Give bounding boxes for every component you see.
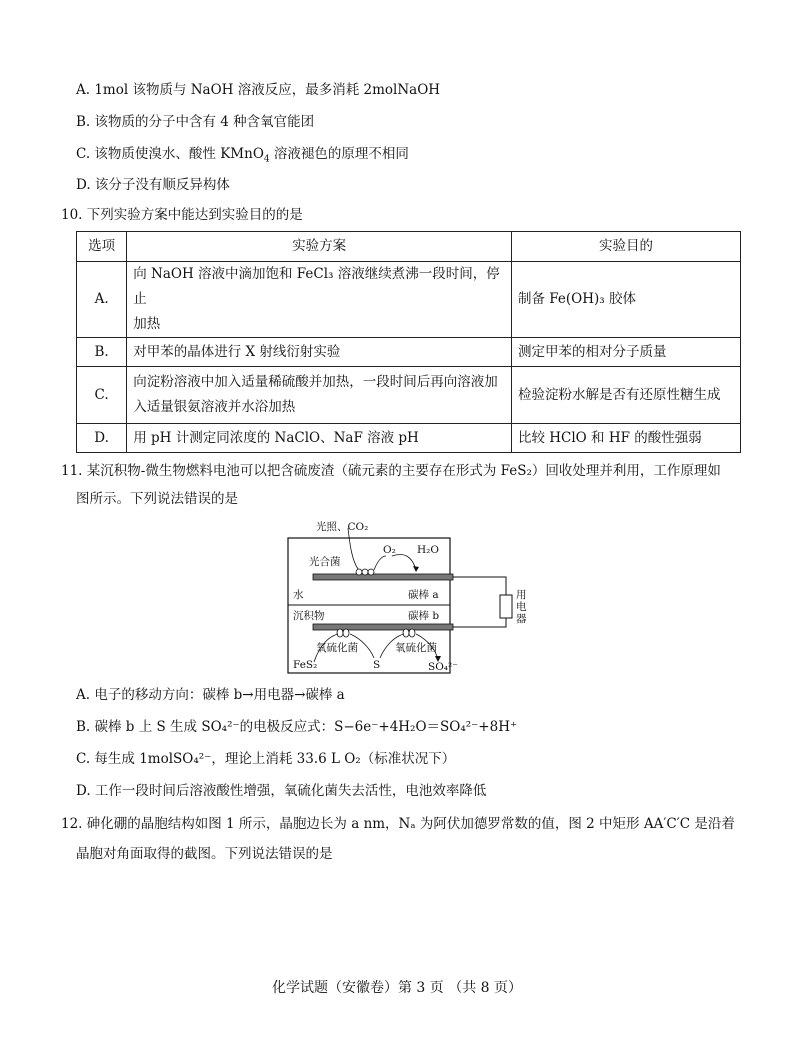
row-option: A. — [77, 262, 127, 338]
wire-bottom — [453, 618, 506, 627]
bacteria-dot — [356, 569, 362, 575]
arrow-to-h2o — [392, 555, 416, 570]
header-option: 选项 — [77, 232, 127, 262]
q11-option-b: B. 碳棒 b 上 S 生成 SO₄²⁻的电极反应式：S−6e⁻+4H₂O＝SO₄²⁻+8H⁺ — [76, 719, 518, 735]
o2-label: O₂ — [383, 544, 396, 556]
bacteria-coil — [403, 629, 409, 637]
water-label: 水 — [293, 589, 304, 601]
row-goal: 比较 HClO 和 HF 的酸性强弱 — [511, 424, 740, 453]
header-goal: 实验目的 — [511, 232, 740, 262]
table-row — [77, 424, 741, 453]
bacteria-coil — [337, 629, 343, 637]
q9-option-a: A. 1mol 该物质与 NaOH 溶液反应，最多消耗 2molNaOH — [76, 82, 441, 98]
wire-top — [453, 577, 506, 595]
row-plan: 对甲苯的晶体进行 X 射线衍射实验 — [127, 338, 512, 367]
row-goal: 制备 Fe(OH)₃ 胶体 — [511, 262, 740, 338]
carbon-rod-a — [313, 574, 453, 580]
q11-option-a: A. 电子的移动方向：碳棒 b→用电器→碳棒 a — [76, 687, 345, 703]
appliance-label-3: 器 — [516, 613, 527, 625]
fuel-cell-diagram — [276, 516, 536, 676]
sox-bacteria-label-1: 氧硫化菌 — [316, 642, 358, 654]
q11-option-d: D. 工作一段时间后溶液酸性增强，氧硫化菌失去活性，电池效率降低 — [76, 783, 487, 799]
rod-a-label: 碳棒 a — [408, 589, 439, 601]
appliance-label-1: 用 — [516, 589, 527, 601]
h2o-label: H₂O — [417, 544, 439, 556]
appliance-label-2: 电 — [516, 601, 527, 613]
row-plan: 向 NaOH 溶液中滴加饱和 FeCl₃ 溶液继续煮沸一段时间，停止 加热 — [127, 262, 512, 338]
arrow-o2-out — [374, 556, 386, 570]
table-row — [77, 367, 741, 424]
row-option: B. — [77, 338, 127, 367]
bacteria-dot — [362, 569, 368, 575]
bacteria-coil — [343, 629, 349, 637]
sediment-label: 沉积物 — [293, 610, 325, 622]
row-option: D. — [77, 424, 127, 453]
table-header-row — [77, 232, 741, 262]
row-plan: 向淀粉溶液中加入适量稀硫酸并加热，一段时间后再向溶液加 入适量银氨溶液并水浴加热 — [127, 367, 512, 424]
row-goal: 检验淀粉水解是否有还原性糖生成 — [511, 367, 740, 424]
q11-stem-line2: 图所示。下列说法错误的是 — [76, 491, 238, 507]
row-goal: 测定甲苯的相对分子质量 — [511, 338, 740, 367]
so4-label: SO₄²⁻ — [428, 661, 458, 673]
q10-stem: 10. 下列实验方案中能达到实验目的的是 — [61, 207, 303, 223]
photosynthetic-bacteria-label: 光合菌 — [309, 556, 341, 568]
table-row — [77, 262, 741, 338]
q12-stem-line1: 12. 砷化硼的晶胞结构如图 1 所示，晶胞边长为 a nm，Nₐ 为阿伏加德罗常数的值，图 2 中矩形 AA′C′C 是沿着 — [61, 816, 735, 832]
q9-option-b: B. 该物质的分子中含有 4 种含氧官能团 — [76, 114, 315, 130]
q11-stem-line1: 11. 某沉积物-微生物燃料电池可以把含硫废渣（硫元素的主要存在形式为 FeS₂）回收处理并利用，工作原理如 — [61, 463, 721, 479]
carbon-rod-b — [313, 624, 453, 630]
fes2-label: FeS₂ — [293, 659, 318, 671]
light-co2-label: 光照、CO₂ — [316, 521, 369, 533]
appliance-box — [500, 595, 512, 618]
table-row — [77, 338, 741, 367]
sox-bacteria-label-2: 氧硫化菌 — [395, 642, 437, 654]
row-option: C. — [77, 367, 127, 424]
s-label: S — [373, 659, 381, 671]
bacteria-dot — [368, 569, 374, 575]
q9-option-c: C. 该物质使溴水、酸性 KMnO$_4$ 溶液褪色的原理不相同 — [76, 146, 409, 165]
q9-option-d: D. 该分子没有顺反异构体 — [76, 177, 230, 193]
q11-option-c: C. 每生成 1molSO₄²⁻，理论上消耗 33.6 L O₂（标准状况下） — [76, 751, 456, 767]
arrow-light-in — [348, 528, 358, 569]
page-footer: 化学试题（安徽卷）第 3 页 （共 8 页） — [271, 980, 523, 996]
q12-stem-line2: 晶胞对角面取得的截图。下列说法错误的是 — [76, 846, 333, 862]
rod-b-label: 碳棒 b — [408, 610, 440, 622]
arrow-head — [413, 566, 419, 572]
q10-table — [76, 231, 741, 453]
header-plan: 实验方案 — [127, 232, 512, 262]
bacteria-coil — [409, 629, 415, 637]
row-plan: 用 pH 计测定同浓度的 NaClO、NaF 溶液 pH — [127, 424, 512, 453]
